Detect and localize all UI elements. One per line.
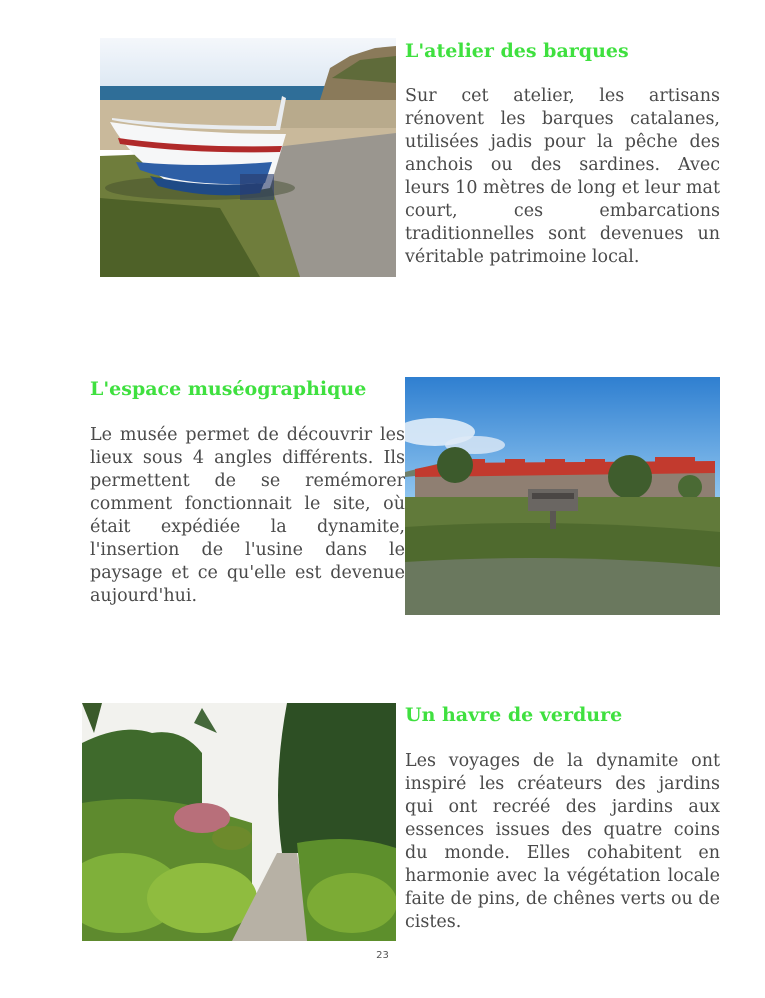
section-text-atelier: Sur cet atelier, les artisans rénovent les barques catalanes, utilisées jadis pour la pêche des anchois ou des sardines. Avec leurs 10 mètres de long et leur mat court, ces embarcations traditionnelles sont devenues un véritable patrimoine local. xyxy=(405,86,720,267)
section-text-verdure: Les voyages de la dynamite ont inspiré les créateurs des jardins qui ont recréé des jardins aux essences issues des quatre coins du monde. Elles cohabitent en harmonie avec la végétation locale faite de pins, de chênes verts ou de cistes. xyxy=(405,751,720,932)
factory-photo xyxy=(405,377,720,615)
boat-photo xyxy=(100,38,396,277)
garden-photo xyxy=(82,703,396,941)
section-title-atelier: L'atelier des barques xyxy=(405,40,629,62)
section-title-musee: L'espace muséographique xyxy=(90,378,367,400)
page-number: 23 xyxy=(376,950,389,961)
section-text-musee: Le musée permet de découvrir les lieux sous 4 angles différents. Ils permettent de se remémorer comment fonctionnait le site, où était expédiée la dynamite, l'insertion de l'usine dans le paysage et ce qu'elle est devenue aujourd'hui. xyxy=(90,425,405,606)
section-title-verdure: Un havre de verdure xyxy=(405,704,623,726)
